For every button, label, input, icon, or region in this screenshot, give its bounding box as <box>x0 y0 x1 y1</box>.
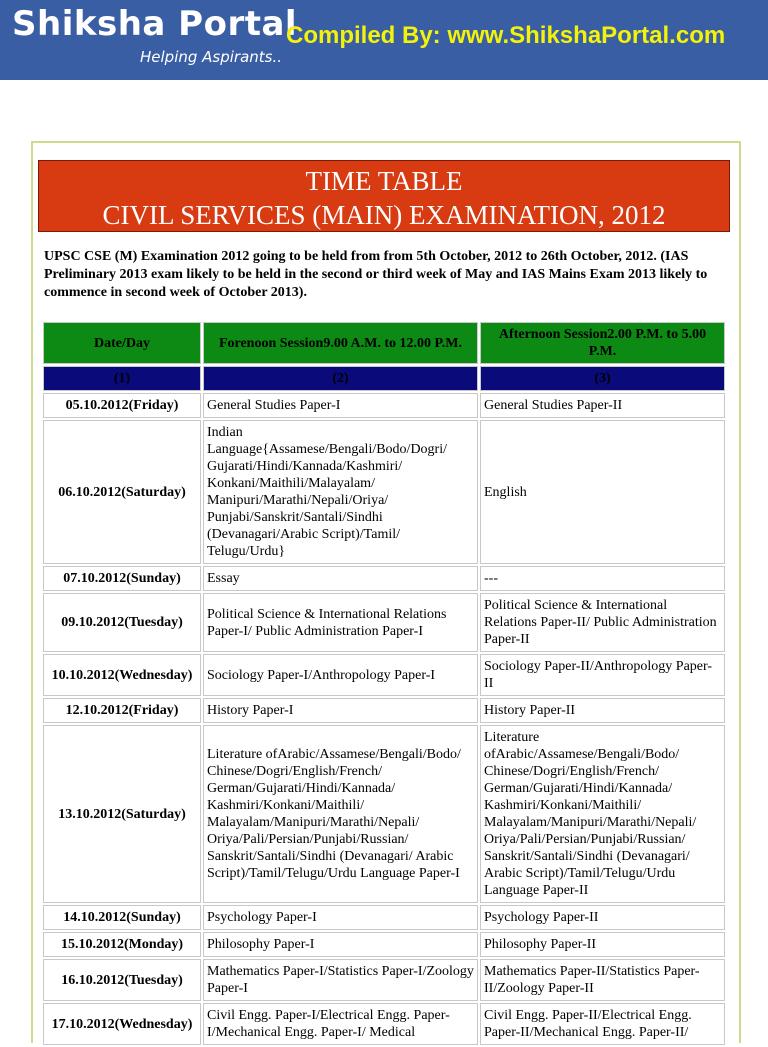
table-row <box>43 420 725 564</box>
date-cell: 16.10.2012(Tuesday) <box>43 959 201 1001</box>
forenoon-cell: Sociology Paper-I/Anthropology Paper-I <box>203 654 478 696</box>
forenoon-cell: Indian Language{Assamese/Bengali/Bodo/Dogri/ Gujarati/Hindi/Kannada/Kashmiri/ Konkani/Maithili/Malayalam/ Manipuri/Marathi/Nepali/Oriya/ Punjabi/Sanskrit/Santali/Sindhi (Devanagari/Arabic Script)/Tamil/ Telugu/Urdu} <box>203 420 478 564</box>
table-row <box>43 905 725 930</box>
date-cell: 07.10.2012(Sunday) <box>43 566 201 591</box>
table-number-row <box>43 366 725 391</box>
header-date: Date/Day <box>43 322 201 364</box>
table-row <box>43 932 725 957</box>
timetable <box>41 320 727 1047</box>
forenoon-cell: Psychology Paper-I <box>203 905 478 930</box>
date-cell: 17.10.2012(Wednesday) <box>43 1003 201 1045</box>
forenoon-cell: Philosophy Paper-I <box>203 932 478 957</box>
date-cell: 10.10.2012(Wednesday) <box>43 654 201 696</box>
date-cell: 05.10.2012(Friday) <box>43 393 201 418</box>
header-afternoon: Afternoon Session2.00 P.M. to 5.00 P.M. <box>480 322 725 364</box>
table-row <box>43 593 725 652</box>
date-cell: 14.10.2012(Sunday) <box>43 905 201 930</box>
header-forenoon: Forenoon Session9.00 A.M. to 12.00 P.M. <box>203 322 478 364</box>
title-line-1: TIME TABLE <box>305 166 463 196</box>
column-number: (2) <box>203 366 478 391</box>
afternoon-cell: Political Science & International Relations Paper-II/ Public Administration Paper-II <box>480 593 725 652</box>
site-tagline: Helping Aspirants.. <box>140 48 283 66</box>
afternoon-cell: Psychology Paper-II <box>480 905 725 930</box>
column-number: (1) <box>43 366 201 391</box>
table-row <box>43 393 725 418</box>
date-cell: 15.10.2012(Monday) <box>43 932 201 957</box>
date-cell: 12.10.2012(Friday) <box>43 698 201 723</box>
table-header-row <box>43 322 725 364</box>
date-cell: 13.10.2012(Saturday) <box>43 725 201 903</box>
title-box <box>38 160 730 232</box>
forenoon-cell: Civil Engg. Paper-I/Electrical Engg. Paper-I/Mechanical Engg. Paper-I/ Medical <box>203 1003 478 1045</box>
afternoon-cell: History Paper-II <box>480 698 725 723</box>
date-cell: 09.10.2012(Tuesday) <box>43 593 201 652</box>
site-banner <box>0 0 768 80</box>
afternoon-cell: Mathematics Paper-II/Statistics Paper-II/Zoology Paper-II <box>480 959 725 1001</box>
intro-paragraph: UPSC CSE (M) Examination 2012 going to be held from from 5th October, 2012 to 26th October, 2012. (IAS Preliminary 2013 exam likely to be held in the second or third week of May and IAS Mains Exam 2013 likely to commence in second week of October 2013). <box>44 249 708 300</box>
table-row <box>43 725 725 903</box>
compiled-by-link[interactable]: Compiled By: www.ShikshaPortal.com <box>286 22 726 49</box>
afternoon-cell: Literature ofArabic/Assamese/Bengali/Bodo/ Chinese/Dogri/English/French/ German/Gujarati/Hindi/Kannada/ Kashmiri/Konkani/Maithili/ Malayalam/Manipuri/Marathi/Nepali/ Oriya/Pali/Persian/Punjabi/Russian/ Sanskrit/Santali/Sindhi (Devanagari/ Arabic Script)/Tamil/Telugu/Urdu Language Paper-II <box>480 725 725 903</box>
table-row <box>43 698 725 723</box>
table-row <box>43 1003 725 1045</box>
forenoon-cell: Essay <box>203 566 478 591</box>
afternoon-cell: Philosophy Paper-II <box>480 932 725 957</box>
afternoon-cell: Civil Engg. Paper-II/Electrical Engg. Paper-II/Mechanical Engg. Paper-II/ <box>480 1003 725 1045</box>
table-row <box>43 959 725 1001</box>
site-logo: Shiksha Portal <box>12 4 298 44</box>
afternoon-cell: Sociology Paper-II/Anthropology Paper-II <box>480 654 725 696</box>
forenoon-cell: General Studies Paper-I <box>203 393 478 418</box>
afternoon-cell: --- <box>480 566 725 591</box>
forenoon-cell: Literature ofArabic/Assamese/Bengali/Bodo/ Chinese/Dogri/English/French/ German/Gujarati/Hindi/Kannada/ Kashmiri/Konkani/Maithili/ Malayalam/Manipuri/Marathi/Nepali/ Oriya/Pali/Persian/Punjabi/Russian/ Sanskrit/Santali/Sindhi (Devanagari/ Arabic Script)/Tamil/Telugu/Urdu Language Paper-I <box>203 725 478 903</box>
table-row <box>43 566 725 591</box>
column-number: (3) <box>480 366 725 391</box>
title-line-2: CIVIL SERVICES (MAIN) EXAMINATION, 2012 <box>102 200 666 230</box>
forenoon-cell: Mathematics Paper-I/Statistics Paper-I/Zoology Paper-I <box>203 959 478 1001</box>
table-row <box>43 654 725 696</box>
date-cell: 06.10.2012(Saturday) <box>43 420 201 564</box>
afternoon-cell: English <box>480 420 725 564</box>
afternoon-cell: General Studies Paper-II <box>480 393 725 418</box>
forenoon-cell: Political Science & International Relations Paper-I/ Public Administration Paper-I <box>203 593 478 652</box>
forenoon-cell: History Paper-I <box>203 698 478 723</box>
